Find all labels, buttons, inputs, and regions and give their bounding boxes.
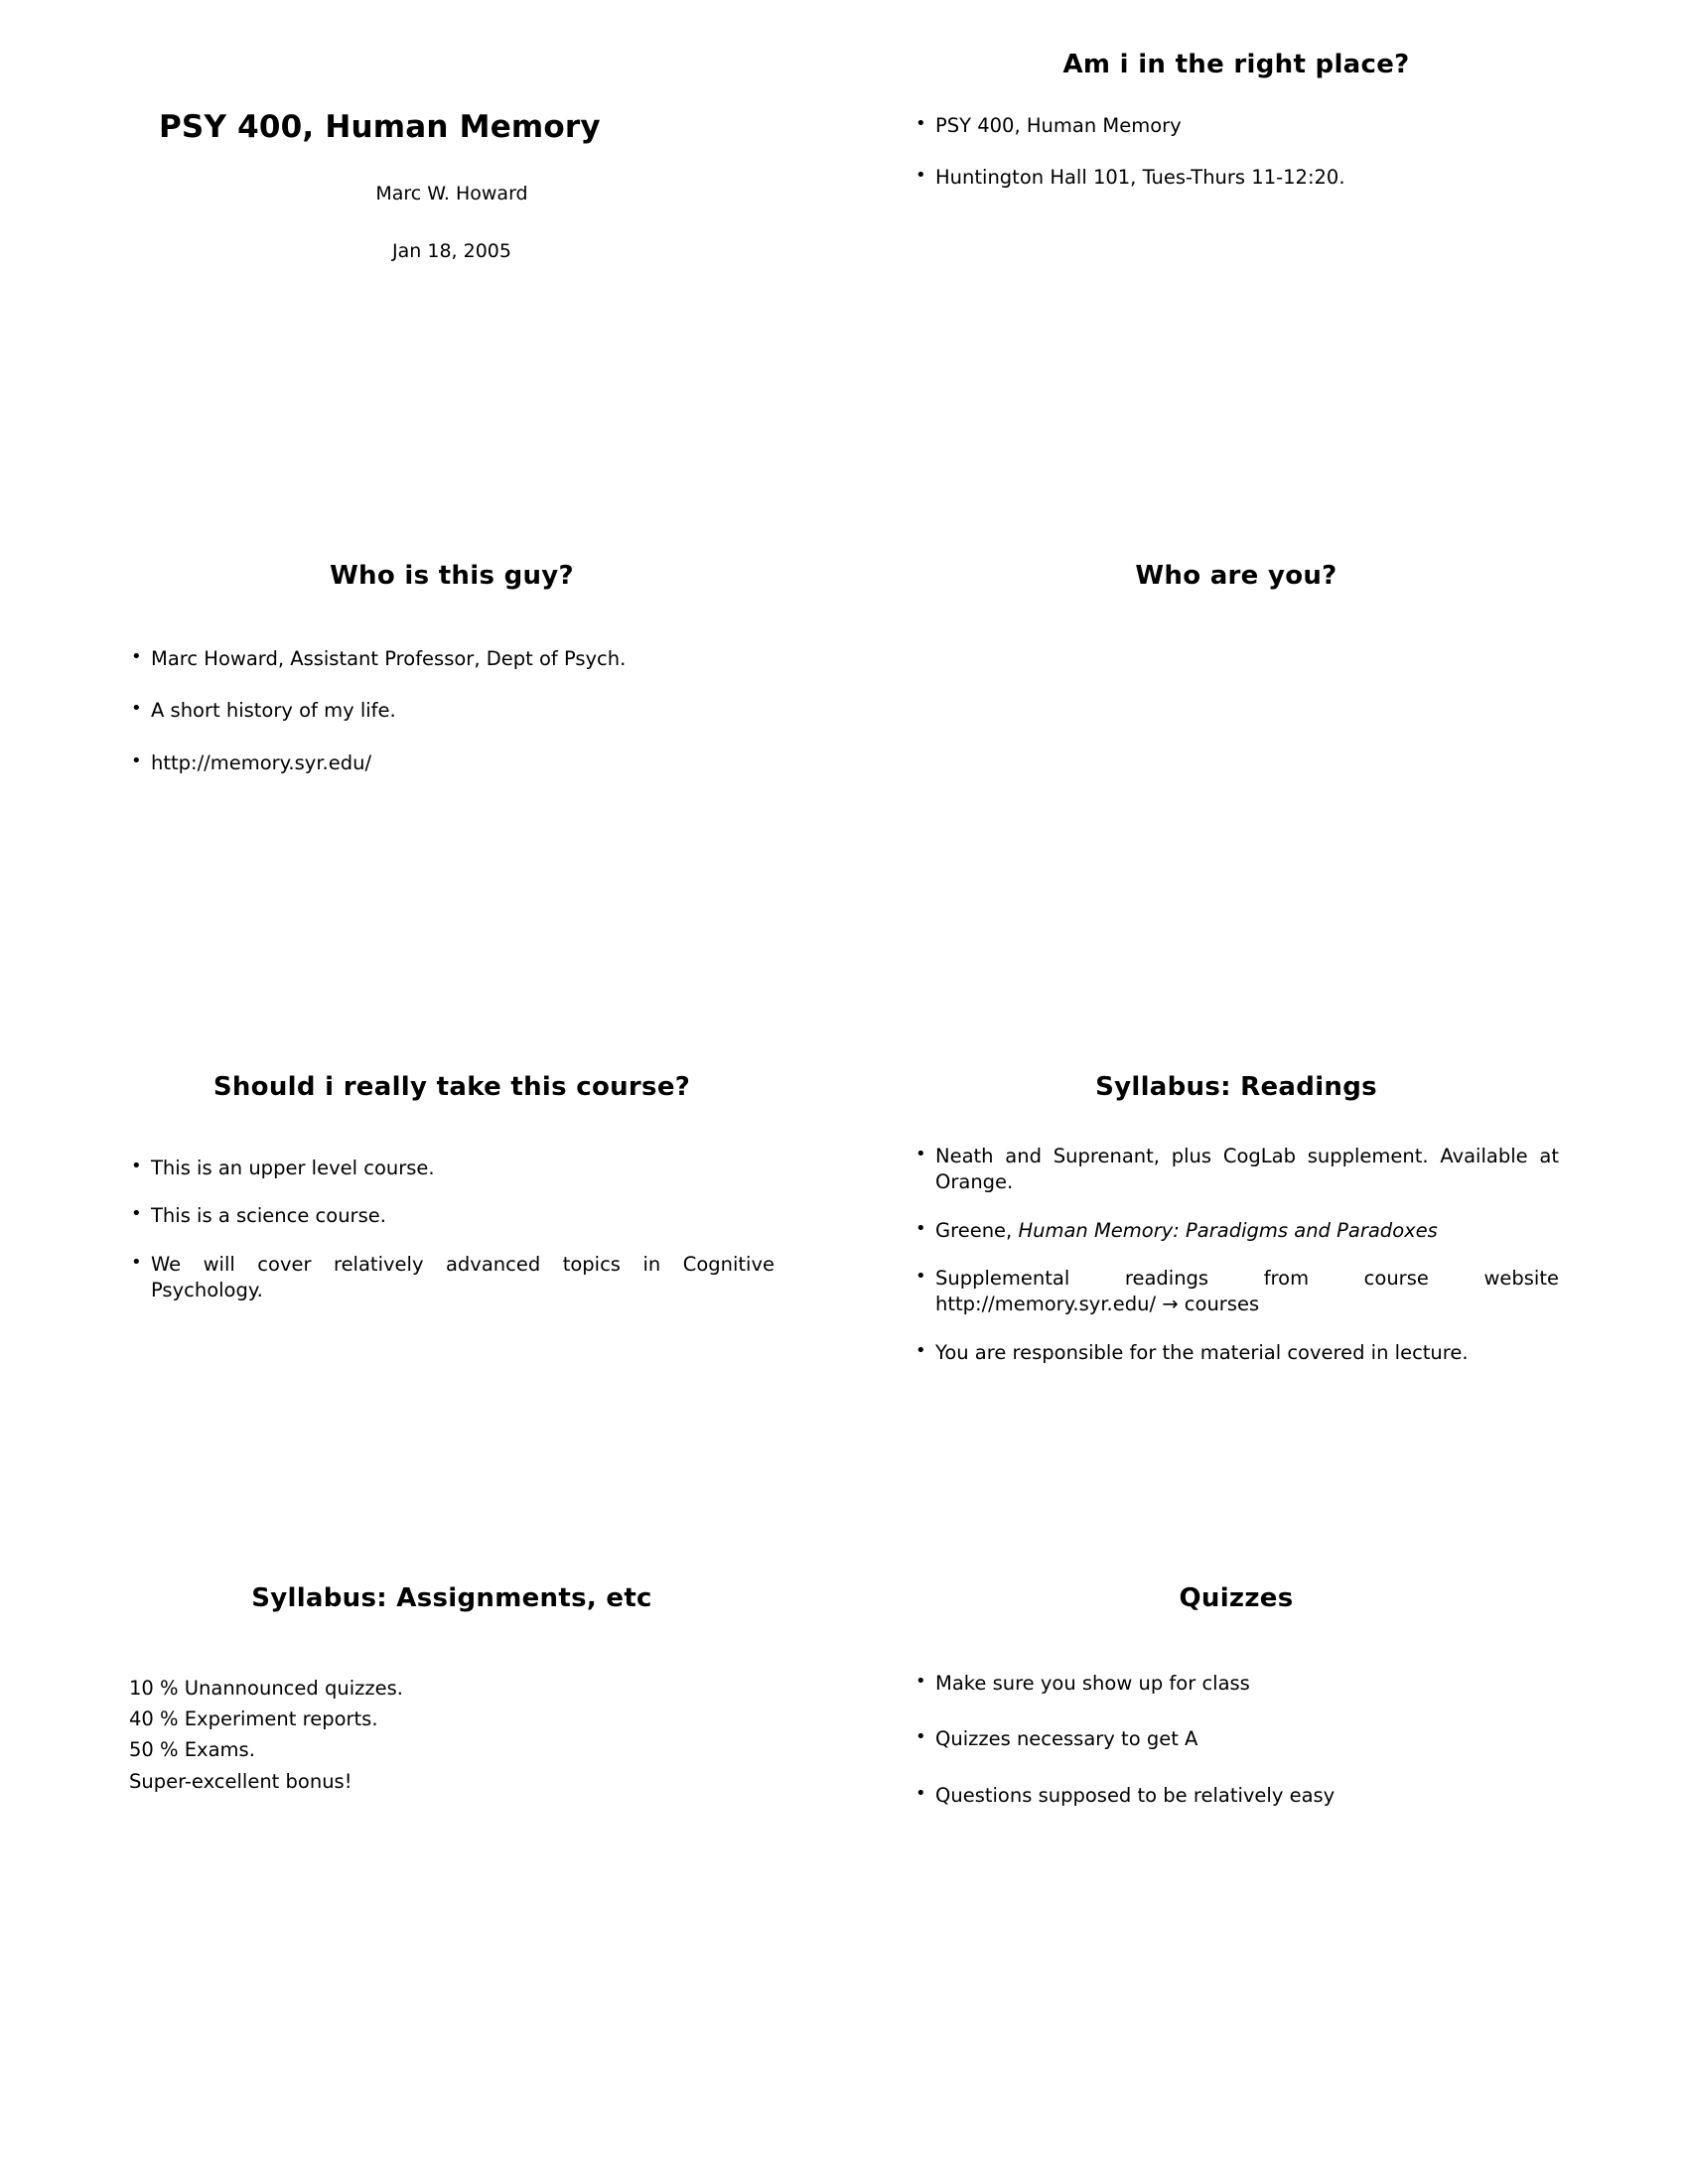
assignment-line: 10 % Unannounced quizzes. xyxy=(129,1677,403,1700)
slide-heading: Who is this guy? xyxy=(330,561,574,591)
slide-heading: Syllabus: Readings xyxy=(1095,1072,1377,1102)
slide-heading: Syllabus: Assignments, etc xyxy=(251,1583,652,1613)
list-item: • We will cover relatively advanced topics in Cognitive Psychology. xyxy=(129,1252,774,1304)
assignment-line: Super-excellent bonus! xyxy=(129,1769,352,1793)
list-item: • Quizzes necessary to get A xyxy=(914,1726,1559,1752)
bullet-list xyxy=(914,113,1559,192)
list-item: • This is an upper level course. xyxy=(129,1156,774,1181)
slide-syllabus-assignments xyxy=(60,1554,844,2065)
slide-content xyxy=(129,646,774,776)
list-item: • Questions supposed to be relatively easy xyxy=(914,1783,1559,1809)
presentation-author: Marc W. Howard xyxy=(375,183,528,205)
list-item: • You are responsible for the material covered in lecture. xyxy=(914,1340,1559,1366)
bullet-list xyxy=(914,1144,1559,1366)
list-item: • A short history of my life. xyxy=(129,698,774,724)
slide-content xyxy=(914,1671,1559,1809)
slide-who-is-this-guy xyxy=(60,531,844,1042)
list-item: • Huntington Hall 101, Tues-Thurs 11-12:20. xyxy=(914,165,1559,191)
list-item: • PSY 400, Human Memory xyxy=(914,113,1559,139)
slide-who-are-you xyxy=(844,531,1628,1042)
list-item: • Marc Howard, Assistant Professor, Dept of Psych. xyxy=(129,646,774,672)
slide-content xyxy=(129,1673,774,1797)
slide-title xyxy=(60,20,844,531)
slide-content xyxy=(129,1156,774,1303)
slide-heading: Am i in the right place? xyxy=(1062,50,1410,79)
list-item-greene xyxy=(914,1218,1559,1244)
slide-content xyxy=(914,1144,1559,1366)
slide-should-i-take-course xyxy=(60,1042,844,1554)
presentation-date: Jan 18, 2005 xyxy=(392,240,511,262)
greene-prefix: Greene, xyxy=(935,1218,1019,1242)
slide-heading: Should i really take this course? xyxy=(212,1072,691,1102)
list-item: • This is a science course. xyxy=(129,1203,774,1229)
assignment-line: 40 % Experiment reports. xyxy=(129,1707,378,1731)
slide-quizzes xyxy=(844,1554,1628,2065)
bullet-list xyxy=(129,1156,774,1303)
slide-content xyxy=(914,113,1559,192)
assignment-line: 50 % Exams. xyxy=(129,1738,255,1762)
presentation-title: PSY 400, Human Memory xyxy=(159,109,601,145)
bullet-list xyxy=(914,1671,1559,1809)
list-item: • http://memory.syr.edu/ xyxy=(129,751,774,776)
list-item: • Make sure you show up for class xyxy=(914,1671,1559,1697)
greene-title: Human Memory: Paradigms and Paradoxes xyxy=(1018,1218,1438,1242)
slide-heading: Quizzes xyxy=(1179,1583,1294,1613)
slide-syllabus-readings xyxy=(844,1042,1628,1554)
list-item: • Supplemental readings from course website http://memory.syr.edu/ → courses xyxy=(914,1266,1559,1318)
slide-heading: Who are you? xyxy=(1135,561,1337,591)
bullet-list xyxy=(129,646,774,776)
list-item: • Neath and Suprenant, plus CogLab supplement. Available at Orange. xyxy=(914,1144,1559,1196)
assignment-lines xyxy=(129,1673,774,1797)
slide-right-place xyxy=(844,20,1628,531)
